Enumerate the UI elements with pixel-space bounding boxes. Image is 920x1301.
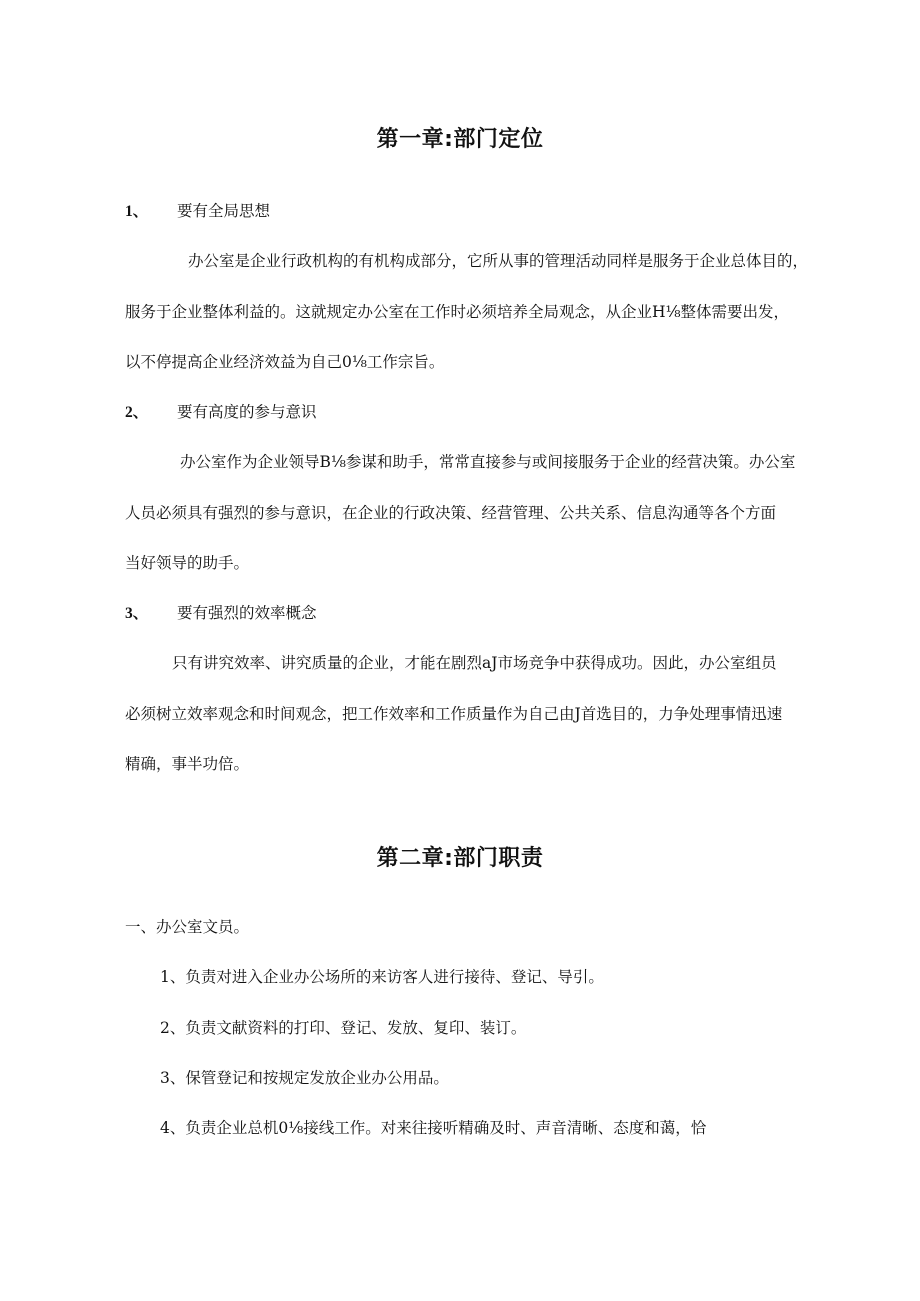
section-1-number: 1、 <box>125 203 149 220</box>
section-2-heading <box>125 400 317 422</box>
section-2-line-3: 当好领导的助手。 <box>125 554 250 572</box>
chapter-2-subheading: 一、办公室文员。 <box>125 918 250 936</box>
section-3-line-1: 只有讲究效率、讲究质量的企业，才能在剧烈aJ市场竞争中获得成功。因此，办公室组员 <box>172 654 777 672</box>
section-3-line-3: 精确，事半功倍。 <box>125 755 250 773</box>
duty-item-2: 2、负责文献资料的打印、登记、发放、复印、装订。 <box>160 1019 527 1037</box>
duty-item-4: 4、负责企业总机0⅛接线工作。对来往接听精确及时、声音清晰、态度和蔼，恰 <box>160 1119 707 1137</box>
section-1-line-3: 以不停提高企业经济效益为自己0⅛工作宗旨。 <box>125 353 445 371</box>
section-1-title: 要有全局思想 <box>177 202 271 220</box>
chapter-1-title: 第一章:部门定位 <box>376 127 544 152</box>
chapter-2-title: 第二章:部门职责 <box>376 846 544 871</box>
section-2-number: 2、 <box>125 404 149 421</box>
section-2-line-2: 人员必须具有强烈的参与意识，在企业的行政决策、经营管理、公共关系、信息沟通等各个方面 <box>125 504 777 522</box>
section-3-heading <box>125 601 317 623</box>
section-2-title: 要有高度的参与意识 <box>177 403 317 421</box>
duty-item-1: 1、负责对进入企业办公场所的来访客人进行接待、登记、导引。 <box>160 968 604 986</box>
duty-item-3: 3、保管登记和按规定发放企业办公用品。 <box>160 1069 449 1087</box>
section-3-number: 3、 <box>125 605 149 622</box>
section-3-title: 要有强烈的效率概念 <box>177 604 317 622</box>
section-2-line-1: 办公室作为企业领导B⅛参谋和助手，常常直接参与或间接服务于企业的经营决策。办公室 <box>180 453 796 471</box>
section-3-line-2: 必须树立效率观念和时间观念，把工作效率和工作质量作为自己由J首选目的，力争处理事情迅速 <box>125 705 783 723</box>
section-1-line-2: 服务于企业整体利益的。这就规定办公室在工作时必须培养全局观念，从企业H⅛整体需要出发， <box>125 303 790 321</box>
section-1-line-1: 办公室是企业行政机构的有机构成部分，它所从事的管理活动同样是服务于企业总体目的， <box>188 252 809 270</box>
section-1-heading <box>125 199 270 221</box>
